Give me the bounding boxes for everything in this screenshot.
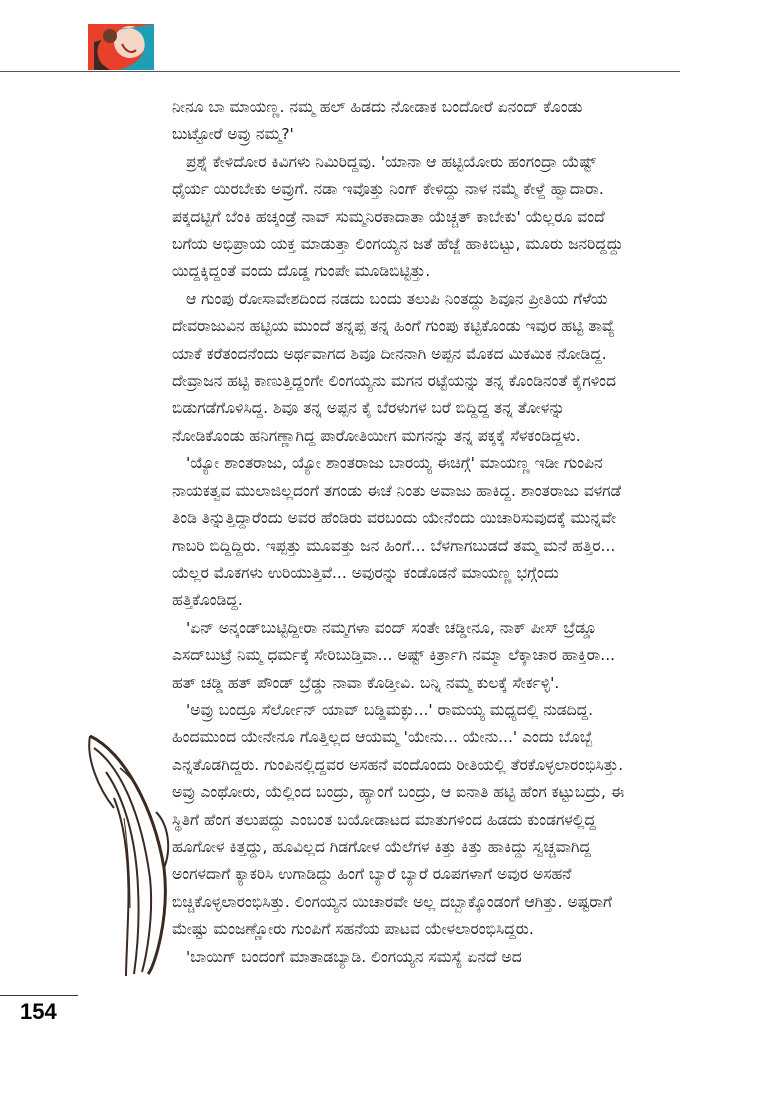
page-number: 154 xyxy=(20,999,57,1024)
paragraph: 'ಅವ್ರು ಬಂದ್ರೂ ಸೆರ್ಲೋನ್ ಯಾವ್ ಬಡ್ಡಿಮಕ್ಳು...' ರಾಮಯ್ಯ ಮಧ್ಯದಲ್ಲಿ ನುಡದಿದ್ದ. ಹಿಂದಮುಂದ ಯೇನೇನೂ ಗೊತ್ತಿಲ್ಲದ ಆಯಮ್ಮ 'ಯೇನು... ಯೇನು...' ಎಂದು ಬೊಬ್ಬೆ ಎನ್ನತೊಡಗಿದ್ದರು. ಗುಂಪಿನಲ್ಲಿದ್ದವರ ಅಸಹನೆ ವಂದೊಂದು ರೀತಿಯಲ್ಲಿ ತೆರಕೊಳ್ಳಲಾರಂಭಿಸಿತ್ತು. ಅವ್ರು ಎಂಥೋರು, ಯೆಲ್ಲಿಂದ ಬಂದ್ರು, ಹ್ಯಾಂಗೆ ಬಂದ್ರು, ಆ ಐನಾತಿ ಹಟ್ಟಿ ಹೆಂಗ ಕಟ್ಟುಬದ್ರು, ಈ ಸ್ಥಿತಿಗೆ ಹೆಂಗ ತಲುಪದ್ದು ಎಂಬಂತ ಬಯೋಡಾಟದ ಮಾತುಗಳಿಂದ ಹಿಡದು ಕುಂಡಗಳಲ್ಲಿದ್ದ ಹೂಗೋಳ ಕಿತ್ತದ್ದು, ಹೂವಿಲ್ಲದ ಗಿಡಗೋಳ ಯೆಲೆಗಳ ಕಿತ್ತು ಕಿತ್ತು ಹಾಕಿದ್ದು ಸ್ವಚ್ಚವಾಗಿದ್ದ ಅಂಗಳದಾಗೆ ಕ್ಯಾಕರಿಸಿ ಉಗಾಡಿದ್ದು ಹಿಂಗೆ ಬ್ಯಾರೆ ಬ್ಯಾರೆ ರೂಪಗಳಾಗೆ ಅವುರ ಅಸಹನೆ ಬಿಚ್ಚಿಕೊಳ್ಳಲಾರಂಭಿಸಿತ್ತು. ಲಿಂಗಯ್ಯನ ಯಿಚಾರವೇ ಅಲ್ಲ ದಬ್ಬಾಕ್ಕೊಂಡಂಗೆ ಆಗಿತ್ತು. ಅಷ್ಟರಾಗೆ ಮೇಷ್ಟು ಮಂಜಣ್ಣೋರು ಗುಂಪಿಗೆ ಸಹನೆಯ ಪಾಟವ ಯೇಳಲಾರಂಭಿಸಿದ್ದರು. xyxy=(172,700,625,939)
publication-logo xyxy=(88,24,154,70)
paragraph: 'ಏನ್ ಅನ್ಕಂಡ್‌ಬುಟ್ಟಿದ್ದೀರಾ ನಮ್ಮಗಳಾ ವಂದ್ ಸಂತೇ ಚಡ್ಡೀನೂ, ನಾಕ್ ಪೀಸ್ ಬ್ರೆಡ್ಡೂ ಎಸದ್‌ಬುಟ್ರೆ ನಿಮ್ಮ ಧರ್ಮಕ್ಕೆ ಸೇರಿಬುಡ್ತಿವಾ... ಅಷ್ಟ್ ಕಿರ್ತ್ರಾಗಿ ನಮ್ಮಾ ಲೆಕ್ಕಾಚಾರ ಹಾಕ್ತಿರಾ... ಹತ್ ಚಡ್ಡಿ ಹತ್ ಪೌಂಡ್ ಬ್ರೆಡ್ಡು ನಾವಾ ಕೊಡ್ತೀವಿ. ಬನ್ನಿ ನಮ್ಮ ಕುಲಕ್ಕೆ ಸೇರ್ಕಳ್ಳಿ'. xyxy=(172,618,616,692)
paragraph: ನೀನೂ ಬಾ ಮಾಯಣ್ಣ. ನಮ್ಮ ಹಲ್ ಹಿಡದು ನೋಡಾಕ ಬಂದೋರೆ ಏನಂದ್ ಕೊಂಡು ಬುಟ್ಟೋರೆ ಅವ್ರು ನಮ್ಮ?' xyxy=(172,98,583,144)
paragraph: 'ಬಾಯಿಗ್ ಬಂದಂಗೆ ಮಾತಾಡಬ್ಯಾಡಿ. ಲಿಂಗಯ್ಯನ ಸಮಸ್ಯೆ ಏನದೆ ಅದ xyxy=(186,947,522,966)
footer-rule xyxy=(0,995,78,996)
header-rule xyxy=(0,71,680,72)
paragraph: 'ಯ್ಯೋ ಶಾಂತರಾಜು, ಯ್ಯೋ ಶಾಂತರಾಜು ಬಾರಯ್ಯ ಈಚಿಗ್ಗೆ' ಮಾಯಣ್ಣ ಇಡೀ ಗುಂಪಿನ ನಾಯಕತ್ವವ ಮುಲಾಜಿಲ್ಲದಂಗೆ ತಗಂಡು ಈಚೆ ನಿಂತು ಅವಾಜು ಹಾಕಿದ್ದ. ಶಾಂತರಾಜು ವಳಗಡೆ ತಿಂಡಿ ತಿನ್ನುತ್ತಿದ್ದಾರೆಂದು ಅವರ ಹೆಂಡಿರು ವರಬಂದು ಯೇನೆಂದು ಯಿಚಾರಿಸುವುದಕ್ಕೆ ಮುನ್ನವೇ ಗಾಬರಿ ಬಿದ್ದಿದ್ದಿರು. ಇಪ್ಪತ್ತು ಮೂವತ್ತು ಜನ ಹಿಂಗೆ... ಬೆಳಗಾಗಬುಡದೆ ತಮ್ಮ ಮನೆ ಹತ್ತಿರ... ಯೆಲ್ಲರ ಮೊಕಗಳು ಉರಿಯುತ್ತಿವೆ... ಅವುರನ್ನು ಕಂಡೊಡನೆ ಮಾಯಣ್ಣ ಭಗ್ಗೆಂದು ಹತ್ತಿಕೊಂಡಿದ್ದ. xyxy=(172,454,622,610)
paragraph: ಪ್ರಶ್ನೆ ಕೇಳಿದೋರ ಕಿವಿಗಳು ನಿಮಿರಿದ್ದವು. 'ಯಾನಾ ಆ ಹಟ್ಟಿಯೋರು ಹಂಗಂದ್ರಾ ಯೆಷ್ಟ್ ಧೈರ್ಯ ಯಿರಬೇಕು ಅವ್ರುಗೆ. ನಡಾ ಇವೊತ್ತು ನಿಂಗ್ ಕೇಳಿದ್ದು ನಾಳ ನಮ್ಮೆ ಕೇಳ್ದೆ ಹ್ವಾದಾರಾ. ಪಕ್ಕದಟ್ಟಿಗೆ ಬೆಂಕಿ ಹಚ್ಕಂಡ್ರೆ ನಾವ್ ಸುಮ್ಮನಿರಕಾದಾತಾ ಯೆಚ್ಚತ್ ಕಾಬೇಕು' ಯೆಲ್ಲರೂ ವಂದೆ ಬಗೆಯ ಅಭಿಪ್ರಾಯ ಯಕ್ತ ಮಾಡುತ್ತಾ ಲಿಂಗಯ್ಯನ ಜತೆ ಹೆಜ್ಜೆ ಹಾಕಿಬಿಟ್ಟು, ಮೂರು ಜನರಿದ್ದದ್ದು ಯಿದ್ದಕ್ಕಿದ್ದಂತೆ ವಂದು ದೊಡ್ಡ ಗುಂಪೇ ಮೂಡಿಬಿಟ್ಟಿತ್ತು. xyxy=(172,152,624,281)
paragraph: ಆ ಗುಂಪು ರೋಸಾವೇಶದಿಂದ ನಡದು ಬಂದು ತಲುಪಿ ನಿಂತದ್ದು ಶಿವೂನ ಪ್ರೀತಿಯ ಗೆಳೆಯ ದೇವರಾಜುವಿನ ಹಟ್ಟಿಯ ಮುಂದೆ ತನ್ನಪ್ಪ ತನ್ನ ಹಿಂಗೆ ಗುಂಪು ಕಟ್ಟಿಕೊಂಡು ಇವುರ ಹಟ್ಟಿ ತಾವ್ಯೆ ಯಾಕೆ ಕರೆತಂದನೆಂದು ಅರ್ಥವಾಗದ ಶಿವೂ ದೀನನಾಗಿ ಅಪ್ಪನ ಮೊಕದ ಮಿಕಮಿಕ ನೋಡಿದ್ದ. ದೇವ್ರಾಜನ ಹಟ್ಟಿ ಕಾಣುತ್ತಿದ್ದಂಗೇ ಲಿಂಗಯ್ಯನು ಮಗನ ರಟ್ಟೆಯನ್ನು ತನ್ನ ಕೊಂಡಿನಂತೆ ಕೈಗಳಿಂದ ಬಿಡುಗಡೆಗೊಳಿಸಿದ್ದ. ಶಿವೂ ತನ್ನ ಅಪ್ಪನ ಕೈ ಬೆರಳುಗಳ ಬರೆ ಬಿದ್ದಿದ್ದ ತನ್ನ ತೋಳನ್ನು ನೋಡಿಕೊಂಡು ಹನಿಗಣ್ಣಾಗಿದ್ದ ಪಾರೋತಿಯೀಗ ಮಗನನ್ನು ತನ್ನ ಪಕ್ಕಕ್ಕೆ ಸೆಳಕಂಡಿದ್ದಳು. xyxy=(172,289,617,445)
body-text xyxy=(172,94,634,971)
feather-ornament xyxy=(84,728,174,978)
